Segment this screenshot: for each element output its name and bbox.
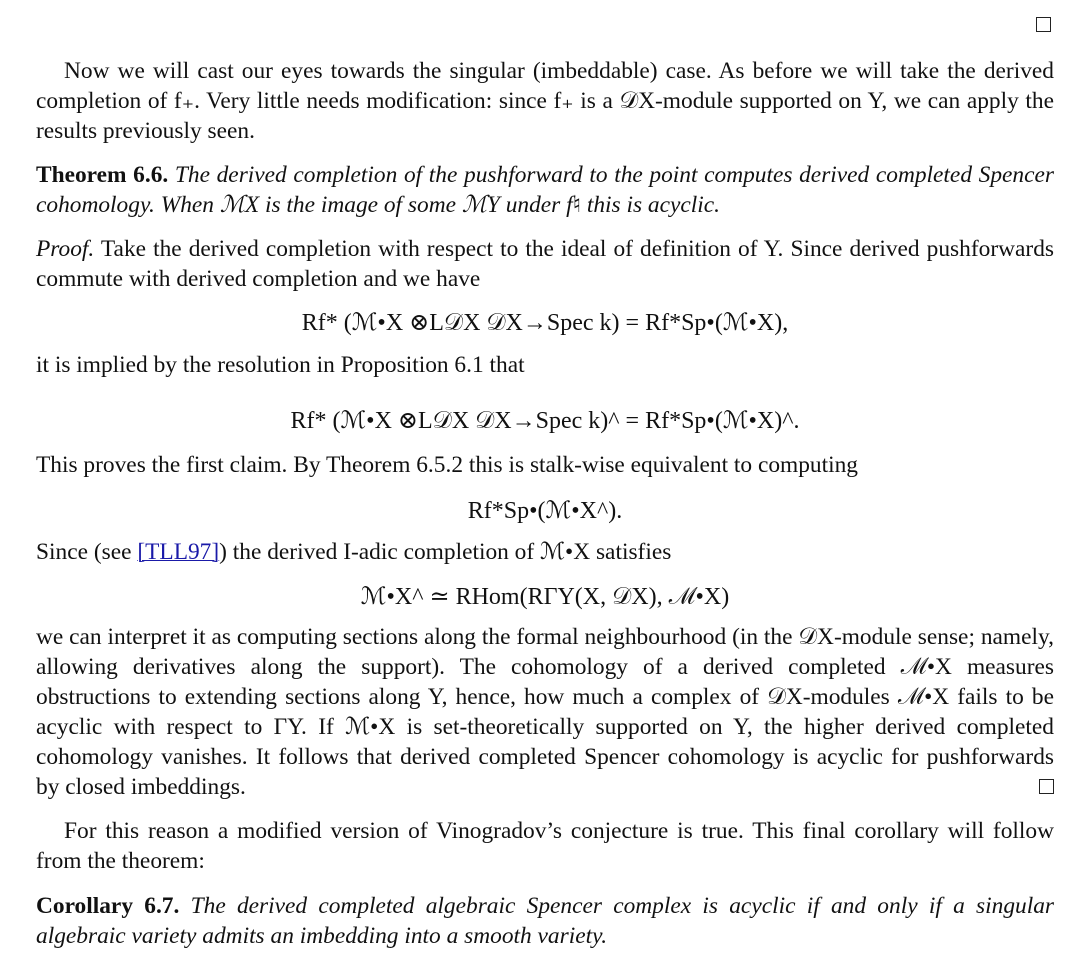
intro-text: Now we will cast our eyes towards the singular (imbeddable) case. As before we will take the derived completion of f₊. Very little needs modification: since f₊ is a 𝒟X-module supported on Y, we can apply the results previously seen. (36, 58, 1054, 144)
theorem-6-6 (36, 160, 1054, 220)
proof-paragraph-2 (36, 350, 1054, 380)
corollary-label: Corollary 6.7. (36, 893, 180, 919)
equation-2-text: Rf* (ℳ•X ⊗L𝒟X 𝒟X→Spec k)^ = Rf*Sp•(ℳ•X)^. (290, 408, 800, 434)
proof-paragraph-5 (36, 622, 1054, 802)
equation-4 (36, 582, 1054, 612)
equation-2 (36, 406, 1054, 436)
proof-text-3: This proves the first claim. By Theorem 6.5.2 this is stalk-wise equivalent to computing (36, 452, 859, 478)
closing-paragraph (36, 816, 1054, 876)
proof-text-4a: Since (see (36, 539, 138, 565)
proof-text-4b: ) the derived I-adic completion of ℳ•X satisfies (219, 539, 672, 565)
qed-square-icon (1036, 17, 1051, 32)
citation-link[interactable]: [TLL97] (137, 539, 220, 565)
proof-text-2: it is implied by the resolution in Proposition 6.1 that (36, 352, 525, 378)
equation-3 (36, 496, 1054, 526)
equation-1-text: Rf* (ℳ•X ⊗L𝒟X 𝒟X→Spec k) = Rf*Sp•(ℳ•X), (301, 310, 789, 336)
intro-paragraph (36, 56, 1054, 146)
proof-text-1: Take the derived completion with respect to the ideal of definition of Y. Since derived pushforwards commute with derived completion and we have (36, 236, 1054, 292)
corollary-text: The derived completed algebraic Spencer complex is acyclic if and only if a singular algebraic variety admits an imbedding into a smooth variety. (36, 893, 1055, 949)
qed-square-icon (1039, 779, 1054, 794)
proof-paragraph-4 (36, 537, 1054, 567)
theorem-text: The derived completion of the pushforward to the point computes derived completed Spencer cohomology. When ℳX is the image of some ℳY under f♮ this is acyclic. (36, 162, 1054, 218)
proof-label: Proof. (36, 236, 95, 262)
proof-paragraph-3 (36, 450, 1054, 480)
equation-4-text: ℳ•X^ ≃ RHom(RΓY(X, 𝒟X), ℳ•X) (360, 584, 730, 610)
equation-1 (36, 308, 1054, 338)
corollary-6-7 (36, 891, 1054, 951)
proof-text-5: we can interpret it as computing sections along the formal neighbourhood (in the 𝒟X-module sense; namely, allowing derivatives along the support). The cohomology of a derived completed ℳ•X measures obstructions to extending sections along Y, hence, how much a complex of 𝒟X-modules ℳ•X fails to be acyclic with respect to ΓY. If ℳ•X is set-theoretically supported on Y, the higher derived completed cohomology vanishes. It follows that derived completed Spencer cohomology is acyclic for pushforwards by closed imbeddings. (36, 624, 1054, 800)
theorem-label: Theorem 6.6. (36, 162, 169, 188)
equation-3-text: Rf*Sp•(ℳ•X^). (467, 498, 623, 524)
proof-paragraph-1 (36, 234, 1054, 294)
closing-text: For this reason a modified version of Vinogradov’s conjecture is true. This final corollary will follow from the theorem: (36, 818, 1054, 874)
